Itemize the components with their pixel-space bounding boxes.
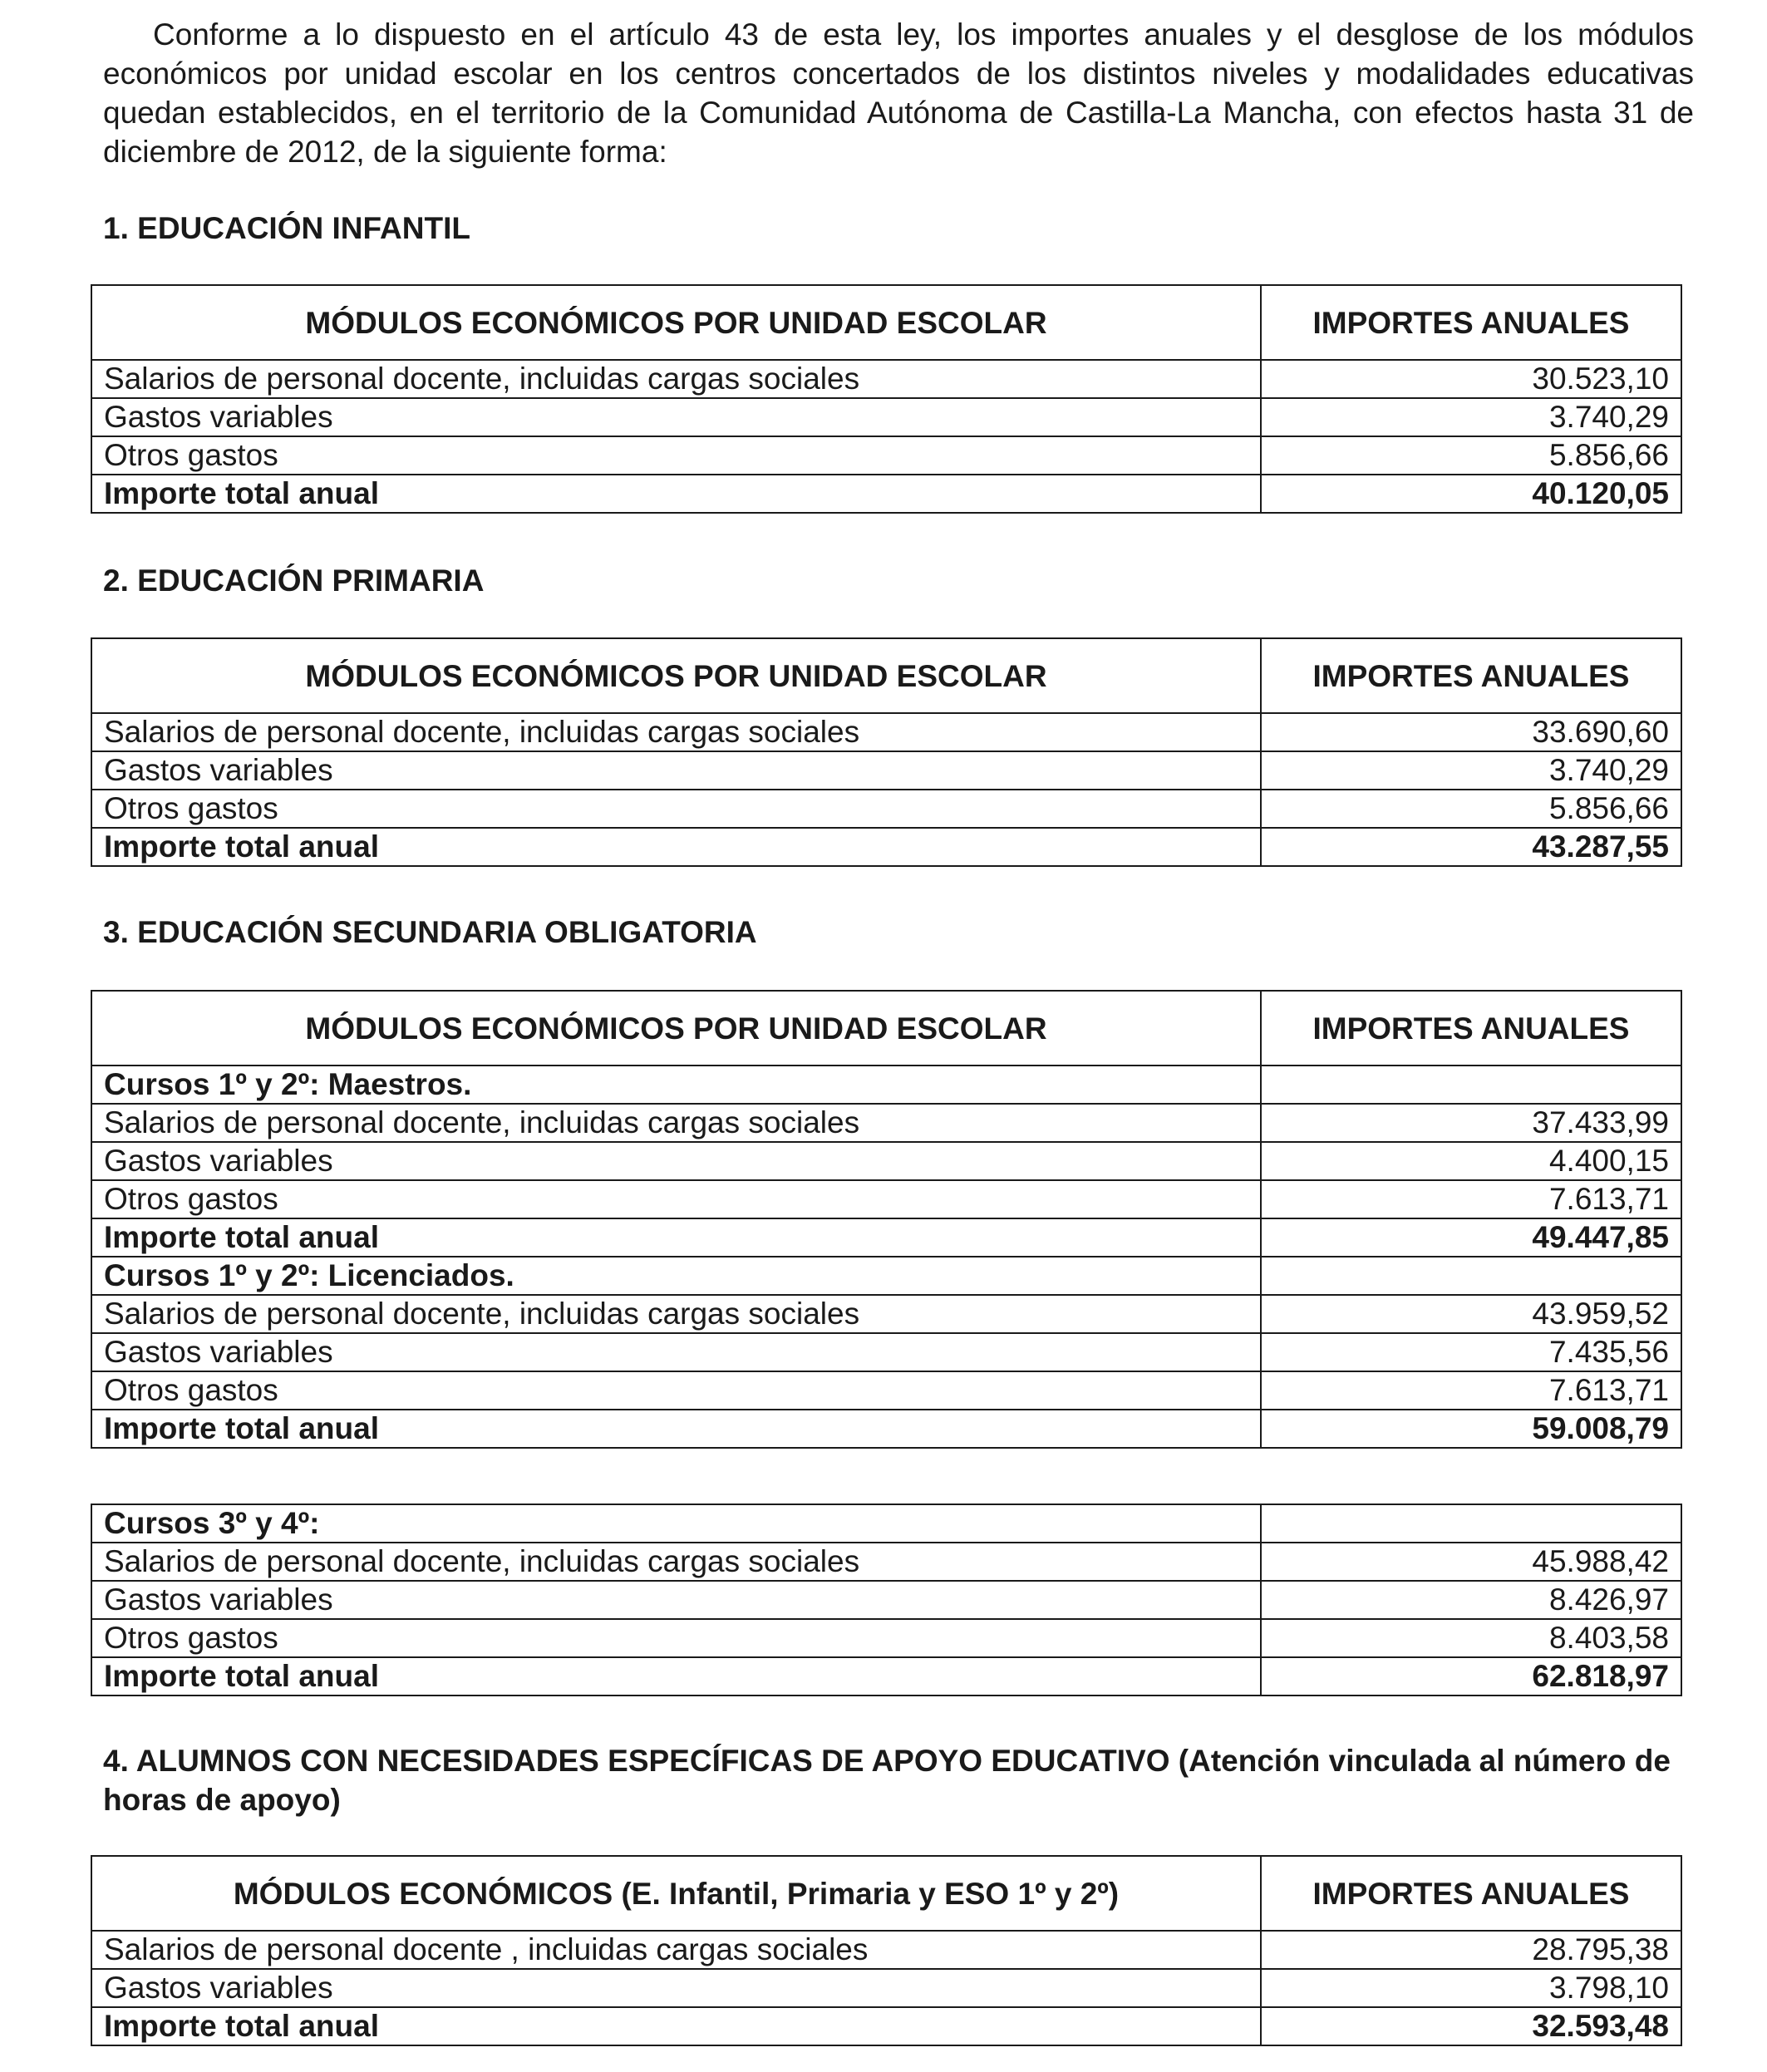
total-row — [91, 1218, 1681, 1257]
subgroup-value — [1261, 1257, 1681, 1295]
row-value: 8.426,97 — [1261, 1581, 1681, 1619]
table-row — [91, 751, 1681, 790]
row-label: Otros gastos — [91, 790, 1261, 828]
header-importes: IMPORTES ANUALES — [1261, 1856, 1681, 1931]
header-importes: IMPORTES ANUALES — [1261, 285, 1681, 360]
row-value: 37.433,99 — [1261, 1104, 1681, 1142]
intro-paragraph: Conforme a lo dispuesto en el artículo 43 de esta ley, los importes anuales y el desglose de los módulos económicos por unidad escolar en los centros concertados de los distintos niveles y modalidades educativas quedan establecidos, en el territorio de la Comunidad Autónoma de Castilla-La Mancha, con efectos hasta 31 de diciembre de 2012, de la siguiente forma: — [103, 17, 1694, 169]
row-label: Gastos variables — [91, 1581, 1261, 1619]
subgroup-row — [91, 1504, 1681, 1543]
total-value: 40.120,05 — [1261, 475, 1681, 513]
table-row — [91, 1371, 1681, 1410]
row-label: Salarios de personal docente, incluidas cargas sociales — [91, 1295, 1261, 1333]
table-row — [91, 790, 1681, 828]
total-label: Importe total anual — [91, 475, 1261, 513]
subgroup-row — [91, 1257, 1681, 1295]
row-value: 3.740,29 — [1261, 751, 1681, 790]
row-label: Gastos variables — [91, 398, 1261, 436]
section-title-secundaria: 3. EDUCACIÓN SECUNDARIA OBLIGATORIA — [103, 915, 757, 949]
total-value: 59.008,79 — [1261, 1410, 1681, 1448]
row-value: 5.856,66 — [1261, 790, 1681, 828]
subgroup-value — [1261, 1504, 1681, 1543]
row-value: 43.959,52 — [1261, 1295, 1681, 1333]
table-header — [91, 638, 1681, 713]
row-value: 3.798,10 — [1261, 1969, 1681, 2007]
row-label: Otros gastos — [91, 436, 1261, 475]
total-label: Importe total anual — [91, 828, 1261, 866]
row-label: Otros gastos — [91, 1180, 1261, 1218]
table-header — [91, 285, 1681, 360]
row-value: 4.400,15 — [1261, 1142, 1681, 1180]
total-label: Importe total anual — [91, 1410, 1261, 1448]
subgroup-label: Cursos 1º y 2º: Licenciados. — [91, 1257, 1261, 1295]
row-label: Gastos variables — [91, 1333, 1261, 1371]
table-header — [91, 991, 1681, 1066]
row-value: 30.523,10 — [1261, 360, 1681, 398]
table-row — [91, 1969, 1681, 2007]
row-label: Gastos variables — [91, 1969, 1261, 2007]
row-value: 8.403,58 — [1261, 1619, 1681, 1657]
table-row — [91, 398, 1681, 436]
table-row — [91, 360, 1681, 398]
table-row — [91, 436, 1681, 475]
row-label: Otros gastos — [91, 1371, 1261, 1410]
table-row — [91, 713, 1681, 751]
total-label: Importe total anual — [91, 1657, 1261, 1695]
subgroup-label: Cursos 3º y 4º: — [91, 1504, 1261, 1543]
row-label: Otros gastos — [91, 1619, 1261, 1657]
table-header — [91, 1856, 1681, 1931]
section-title-primaria: 2. EDUCACIÓN PRIMARIA — [103, 564, 485, 598]
table-row — [91, 1333, 1681, 1371]
section-title-necesidades: 4. ALUMNOS CON NECESIDADES ESPECÍFICAS DE APOYO EDUCATIVO (Atención vinculada al número de horas de apoyo) — [103, 1744, 1671, 1817]
total-row — [91, 2007, 1681, 2045]
subgroup-value — [1261, 1066, 1681, 1104]
header-modulos: MÓDULOS ECONÓMICOS POR UNIDAD ESCOLAR — [91, 285, 1261, 360]
total-label: Importe total anual — [91, 2007, 1261, 2045]
row-value: 5.856,66 — [1261, 436, 1681, 475]
header-importes: IMPORTES ANUALES — [1261, 638, 1681, 713]
row-value: 7.613,71 — [1261, 1371, 1681, 1410]
total-value: 49.447,85 — [1261, 1218, 1681, 1257]
table-row — [91, 1180, 1681, 1218]
table-row — [91, 1142, 1681, 1180]
table-secundaria-3-4 — [91, 1504, 1682, 1696]
table-row — [91, 1543, 1681, 1581]
row-label: Gastos variables — [91, 1142, 1261, 1180]
header-modulos: MÓDULOS ECONÓMICOS POR UNIDAD ESCOLAR — [91, 638, 1261, 713]
row-label: Salarios de personal docente , incluidas cargas sociales — [91, 1931, 1261, 1969]
subgroup-row — [91, 1066, 1681, 1104]
table-row — [91, 1581, 1681, 1619]
row-label: Salarios de personal docente, incluidas cargas sociales — [91, 713, 1261, 751]
row-label: Salarios de personal docente, incluidas cargas sociales — [91, 1543, 1261, 1581]
row-value: 28.795,38 — [1261, 1931, 1681, 1969]
total-value: 32.593,48 — [1261, 2007, 1681, 2045]
total-value: 62.818,97 — [1261, 1657, 1681, 1695]
total-row — [91, 828, 1681, 866]
table-secundaria — [91, 990, 1682, 1449]
total-value: 43.287,55 — [1261, 828, 1681, 866]
table-row — [91, 1295, 1681, 1333]
table-infantil — [91, 284, 1682, 514]
total-row — [91, 1657, 1681, 1695]
row-value: 3.740,29 — [1261, 398, 1681, 436]
row-value: 7.435,56 — [1261, 1333, 1681, 1371]
table-row — [91, 1619, 1681, 1657]
table-row — [91, 1931, 1681, 1969]
table-row — [91, 1104, 1681, 1142]
row-label: Gastos variables — [91, 751, 1261, 790]
header-modulos: MÓDULOS ECONÓMICOS (E. Infantil, Primaria y ESO 1º y 2º) — [91, 1856, 1261, 1931]
row-value: 45.988,42 — [1261, 1543, 1681, 1581]
row-label: Salarios de personal docente, incluidas cargas sociales — [91, 1104, 1261, 1142]
total-row — [91, 1410, 1681, 1448]
header-importes: IMPORTES ANUALES — [1261, 991, 1681, 1066]
header-modulos: MÓDULOS ECONÓMICOS POR UNIDAD ESCOLAR — [91, 991, 1261, 1066]
table-necesidades — [91, 1855, 1682, 2046]
row-label: Salarios de personal docente, incluidas cargas sociales — [91, 360, 1261, 398]
total-row — [91, 475, 1681, 513]
row-value: 7.613,71 — [1261, 1180, 1681, 1218]
table-primaria — [91, 637, 1682, 867]
section-title-infantil: 1. EDUCACIÓN INFANTIL — [103, 211, 470, 245]
total-label: Importe total anual — [91, 1218, 1261, 1257]
subgroup-label: Cursos 1º y 2º: Maestros. — [91, 1066, 1261, 1104]
row-value: 33.690,60 — [1261, 713, 1681, 751]
